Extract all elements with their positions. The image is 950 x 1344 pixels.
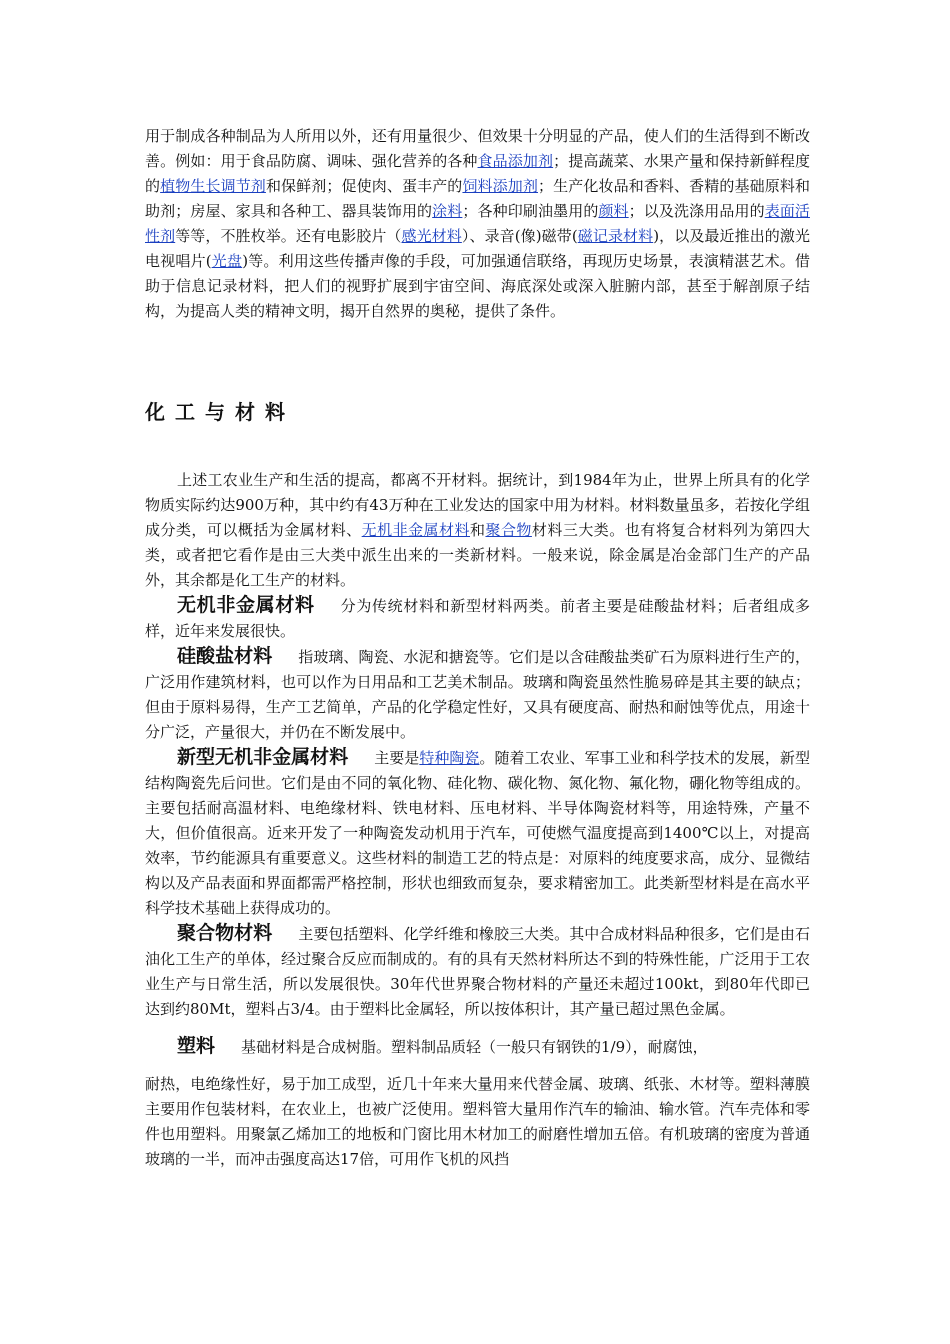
document-page [145,124,810,1168]
overview-text: 材料三大类。也有将复合材料列为第四大类，或者把它看作是由三大类中派生出来的一类新材料。一般来说，除金属是冶金部门生产的产品外，其余都是化工生产的材料。 [145,521,810,589]
intro-text: ）、录音(像)磁带( [461,227,578,245]
link-surfactant[interactable]: 表面活性剂 [145,202,810,245]
link-feed-additive[interactable]: 饲料添加剂 [462,177,539,195]
overview-text: 和 [469,521,486,539]
intro-text: ；各种印刷油墨用的 [462,202,599,220]
link-photosensitive-material[interactable]: 感光材料 [401,227,462,245]
plastics-heading: 塑料 [177,1035,216,1057]
link-food-additive[interactable]: 食品添加剂 [477,152,554,170]
intro-text: )，以及最近推出的激光电视唱片( [145,227,810,270]
silicate-heading: 硅酸盐材料 [177,645,273,667]
polymer-text: 主要包括塑料、化学纤维和橡胶三大类。其中合成材料品种很多，它们是由石油化工生产的单体，经过聚合反应而制成的。有的具有天然材料所达不到的特殊性能，广泛用于工农业生产与日常生活，所以发展很快。30年代世界聚合物材料的产量还未超过100kt，到80年代即已达到约80Mt，塑料占3/4。由于塑料比金属轻，所以按体积计，其产量已超过黑色金属。 [145,925,810,1018]
section-title: 化工与材料 [145,400,295,424]
intro-text: 等等，不胜枚举。还有电影胶片（ [175,227,402,245]
intro-paragraph [145,124,810,324]
link-polymer[interactable]: 聚合物 [485,521,532,539]
plastics-continued: 耐热，电绝缘性好，易于加工成型，近几十年来大量用来代替金属、玻璃、纸张、木材等。塑料薄膜主要用作包装材料，在农业上，也被广泛使用。塑料管大量用作汽车的输油、输水管。汽车壳体和零件也用塑料。用聚氯乙烯加工的地板和门窗比用木材加工的耐磨性增加五倍。有机玻璃的密度为普通玻璃的一半，而冲击强度高达17倍，可用作飞机的风挡 [145,1075,810,1168]
link-special-ceramics[interactable]: 特种陶瓷 [419,749,480,767]
spacer [145,1060,810,1072]
silicate-text: 指玻璃、陶瓷、水泥和搪瓷等。它们是以含硅酸盐类矿石为原料进行生产的，广泛用作建筑材料，也可以作为日用品和工艺美术制品。玻璃和陶瓷虽然性脆易碎是其主要的缺点；但由于原料易得，生产工艺简单，产品的化学稳定性好，又具有硬度高、耐热和耐蚀等优点，用途十分广泛，产量很大，并仍在不断发展中。 [145,648,810,741]
polymer-section [145,921,810,1022]
new-inorganic-text: 主要是 [374,749,420,767]
polymer-heading: 聚合物材料 [177,922,273,944]
plastics-text: 基础材料是合成树脂。塑料制品质轻（一般只有钢铁的1/9），耐腐蚀， [241,1038,708,1056]
plastics-section [145,1034,810,1060]
link-pigment[interactable]: 颜料 [598,202,629,220]
intro-text: 用于制成各种制品为人所用以外，还有用量很少、但效果十分明显的产品，使人们的生活得到不断改善。例如：用于食品防腐、调味、强化营养的各种 [145,127,810,170]
inorganic-heading: 无机非金属材料 [177,594,315,616]
link-optical-disc[interactable]: 光盘 [211,252,243,270]
inorganic-text: 分为传统材料和新型材料两类。前者主要是硅酸盐材料；后者组成多样，近年来发展很快。 [145,597,810,640]
new-inorganic-section [145,745,810,921]
intro-text: ；提高蔬菜、水果产量和保持新鲜程度的 [145,152,810,195]
silicate-section [145,644,810,745]
overview-text: 上述工农业生产和生活的提高，都离不开材料。据统计，到1984年为止，世界上所具有的化学物质实际约达900万种，其中约有43万种在工业发达的国家中用为材料。材料数量虽多，若按化学组成分类，可以概括为金属材料、 [145,471,810,539]
intro-text: ；生产化妆品和香料、香精的基础原料和助剂；房屋、家具和各种工、器具装饰用的 [145,177,810,220]
intro-text: ；以及洗涤用品用的 [628,202,765,220]
overview-paragraph [145,468,810,593]
new-inorganic-text: 。随着工农业、军事工业和科学技术的发展，新型结构陶瓷先后问世。它们是由不同的氧化物、硅化物、碳化物、氮化物、氟化物，硼化物等组成的。主要包括耐高温材料、电绝缘材料、铁电材料、压电材料、半导体陶瓷材料等，用途特殊，产量不大，但价值很高。近来开发了一种陶瓷发动机用于汽车，可使燃气温度提高到1400℃以上，对提高效率，节约能源具有重要意义。这些材料的制造工艺的特点是：对原料的纯度要求高，成分、显微结构以及产品表面和界面都需严格控制，形状也细致而复杂，要求精密加工。此类新型材料是在高水平科学技术基础上获得成功的。 [145,749,810,917]
intro-text: 和保鲜剂；促使肉、蛋丰产的 [265,177,463,195]
link-coating[interactable]: 涂料 [432,202,463,220]
link-inorganic-nonmetallic[interactable]: 无机非金属材料 [361,521,470,539]
intro-text: )等。利用这些传播声像的手段，可加强通信联络，再现历史场景，表演精湛艺术。借助于信息记录材料，把人们的视野扩展到宇宙空间、海底深处或深入脏腑内部，甚至于解剖原子结构，为提高人类的精神文明，揭开自然界的奥秘，提供了条件。 [145,252,810,320]
section-body [145,468,810,1172]
link-plant-growth-regulator[interactable]: 植物生长调节剂 [160,177,266,195]
link-magnetic-recording-material[interactable]: 磁记录材料 [577,227,654,245]
new-inorganic-heading: 新型无机非金属材料 [177,746,349,768]
inorganic-section [145,593,810,644]
spacer [145,1022,810,1034]
